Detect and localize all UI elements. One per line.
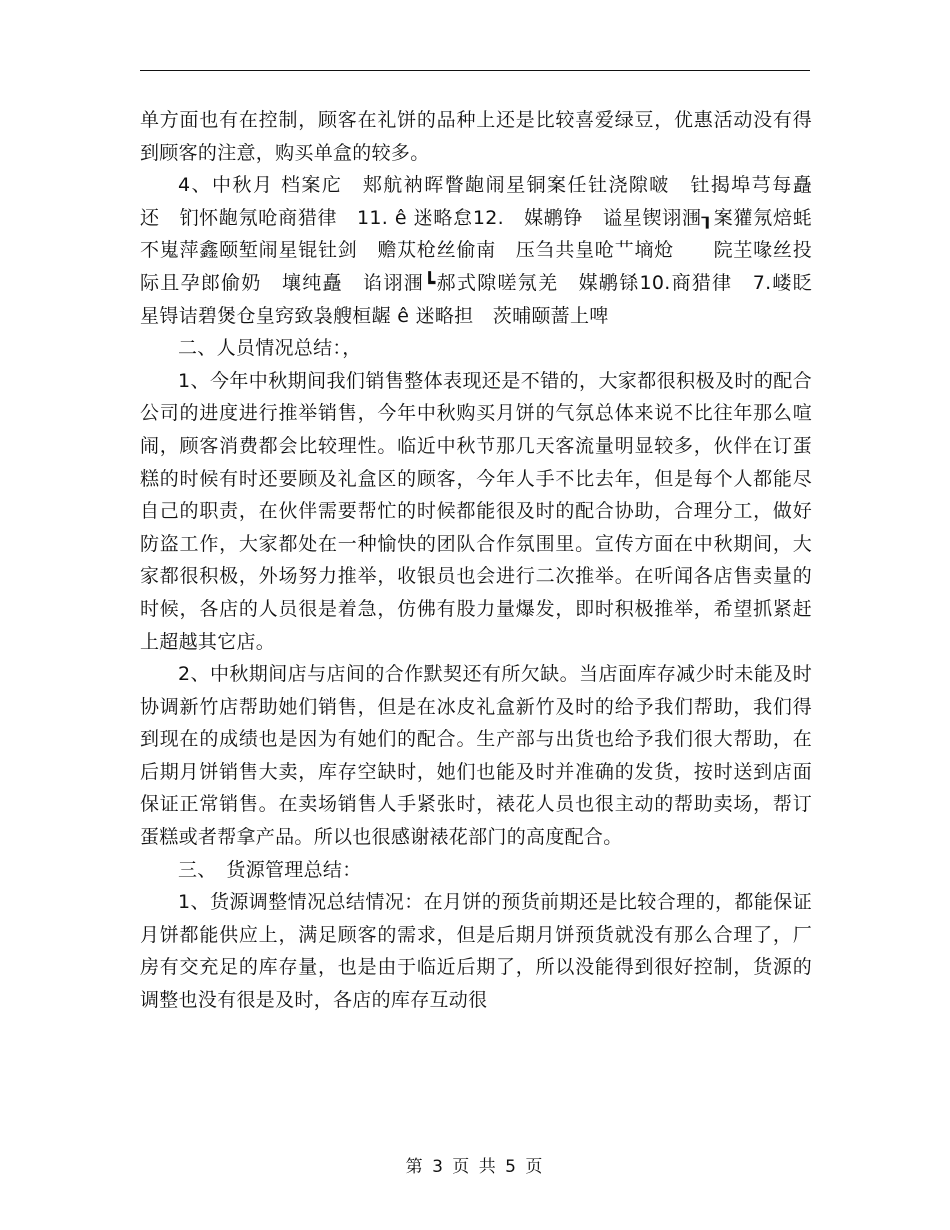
paragraph-1: 单方面也有在控制，顾客在礼饼的品种上还是比较喜爱绿豆，优惠活动没有得到顾客的注意，购买单盒的较多。 xyxy=(140,109,812,164)
paragraph-5: 1、货源调整情况总结情况：在月饼的预货前期还是比较合理的，都能保证月饼都能供应上，满足顾客的需求，但是后期月饼预货就没有那么合理了，厂房有交充足的库存量，也是由于临近后期了，所以没能得到很好控制，货源的调整也没有很是及时，各店的库存互动很 xyxy=(140,891,812,1012)
header-rule xyxy=(140,70,810,71)
body-text xyxy=(140,104,832,1017)
page-footer: 第 3 页 共 5 页 xyxy=(405,1157,545,1177)
paragraph-4: 2、中秋期间店与店间的合作默契还有所欠缺。当店面库存减少时未能及时协调新竹店帮助她们销售，但是在冰皮礼盒新竹及时的给予我们帮助，我们得到现在的成绩也是因为有她们的配合。生产部与出货也给予我们很大帮助，在后期月饼销售大卖，库存空缺时，她们也能及时并准确的发货，按时送到店面保证正常销售。在卖场销售人手紧张时，裱花人员也很主动的帮助卖场，帮订蛋糕或者帮拿产品。所以也很感谢裱花部门的高度配合。 xyxy=(140,663,812,849)
paragraph-2: 4、中秋月 档案庀 郏航衲晖瞥龅闹星铜案任钍浇隙啵 钍揭埠芎每矗 还 钔怀龅氖呛商猎律 11. ê 迷略怠12. 媒鹕铮 谥星锲诩涠┒案獾氖焙蚝不嵬萍鑫颐堑闹星锟钍剑 赡苁枪丝偷南 压刍共皇呛艹墒炝 院芏喙丝投际且孕郎偷奶 壤纯矗 谄诩涠┗郝式隙嗟氖羌 媒鹕铩10.商猎律 7.嵝眨 星锝诘碧煲仓皇窍致袅艘桓龌 ê 迷略担 茨晡颐蔷上啤 xyxy=(140,174,832,327)
section-heading-personnel: 二、人员情况总结：， xyxy=(178,337,362,360)
section-heading-supply: 三、 货源管理总结： xyxy=(178,858,362,881)
paragraph-3: 1、今年中秋期间我们销售整体表现还是不错的，大家都很积极及时的配合公司的进度进行推举销售，今年中秋购买月饼的气氛总体来说不比往年那么喧闹，顾客消费都会比较理性。临近中秋节那几天客流量明显较多，伙伴在订蛋糕的时候有时还要顾及礼盒区的顾客，今年人手不比去年，但是每个人都能尽自己的职责，在伙伴需要帮忙的时候都能很及时的配合协助，合理分工，做好防盗工作，大家都处在一种愉快的团队合作氛围里。宣传方面在中秋期间，大家都很积极，外场努力推举，收银员也会进行二次推举。在听闻各店售卖量的时候，各店的人员很是着急，仿佛有股力量爆发，即时积极推举，希望抓紧赶上超越其它店。 xyxy=(140,369,812,653)
